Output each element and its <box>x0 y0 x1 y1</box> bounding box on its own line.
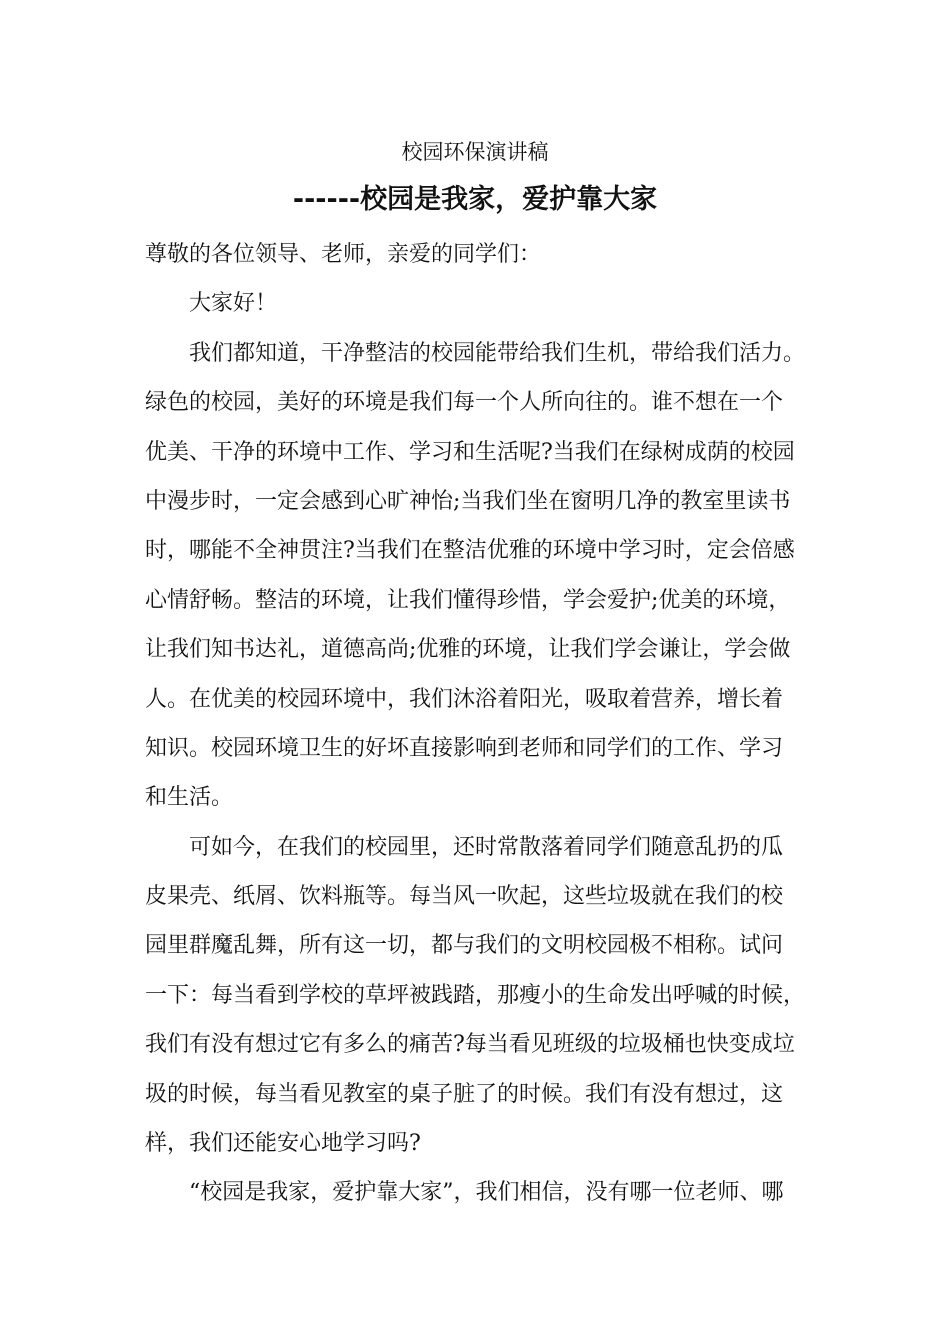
document-title: 校园环保演讲稿 <box>401 140 549 164</box>
paragraph-line: 我们都知道，干净整洁的校园能带给我们生机，带给我们活力。 <box>189 340 806 366</box>
paragraph-line: 圾的时候，每当看见教室的桌子脏了的时候。我们有没有想过，这 <box>145 1081 784 1107</box>
paragraph-line: 皮果壳、纸屑、饮料瓶等。每当风一吹起，这些垃圾就在我们的校 <box>145 884 784 910</box>
paragraph-line: 优美、干净的环境中工作、学习和生活呢?当我们在绿树成荫的校园 <box>145 439 795 465</box>
greeting-line: 尊敬的各位领导、老师，亲爱的同学们： <box>145 242 542 267</box>
paragraph-line: 和生活。 <box>145 785 234 811</box>
paragraph-line: 让我们知书达礼，道德高尚;优雅的环境，让我们学会谦让，学会做 <box>145 637 791 663</box>
paragraph-line: “校园是我家，爱护靠大家”，我们相信，没有哪一位老师、哪 <box>189 1180 784 1206</box>
paragraph-line: 一下：每当看到学校的草坪被践踏，那瘦小的生命发出呼喊的时候， <box>145 982 806 1008</box>
hello-line: 大家好！ <box>189 291 278 317</box>
paragraph-line: 中漫步时，一定会感到心旷神怡;当我们坐在窗明几净的教室里读书 <box>145 488 791 514</box>
paragraph-line: 知识。校园环境卫生的好坏直接影响到老师和同学们的工作、学习 <box>145 735 784 761</box>
document-subtitle: ------校园是我家，爱护靠大家 <box>292 184 658 215</box>
paragraph-line: 时，哪能不全神贯注?当我们在整洁优雅的环境中学习时，定会倍感 <box>145 538 795 564</box>
paragraph-line: 我们有没有想过它有多么的痛苦?每当看见班级的垃圾桶也快变成垃 <box>145 1032 795 1058</box>
document-body <box>145 230 805 1218</box>
paragraph-line: 样，我们还能安心地学习吗? <box>145 1131 421 1157</box>
paragraph-line: 可如今，在我们的校园里，还时常散落着同学们随意乱扔的瓜 <box>189 834 784 860</box>
paragraph-line: 人。在优美的校园环境中，我们沐浴着阳光，吸取着营养，增长着 <box>145 686 784 712</box>
paragraph-line: 园里群魔乱舞，所有这一切，都与我们的文明校园极不相称。试问 <box>145 933 784 959</box>
paragraph-line: 心情舒畅。整洁的环境，让我们懂得珍惜，学会爱护;优美的环境， <box>145 587 791 613</box>
paragraph-line: 绿色的校园，美好的环境是我们每一个人所向往的。谁不想在一个 <box>145 390 784 416</box>
